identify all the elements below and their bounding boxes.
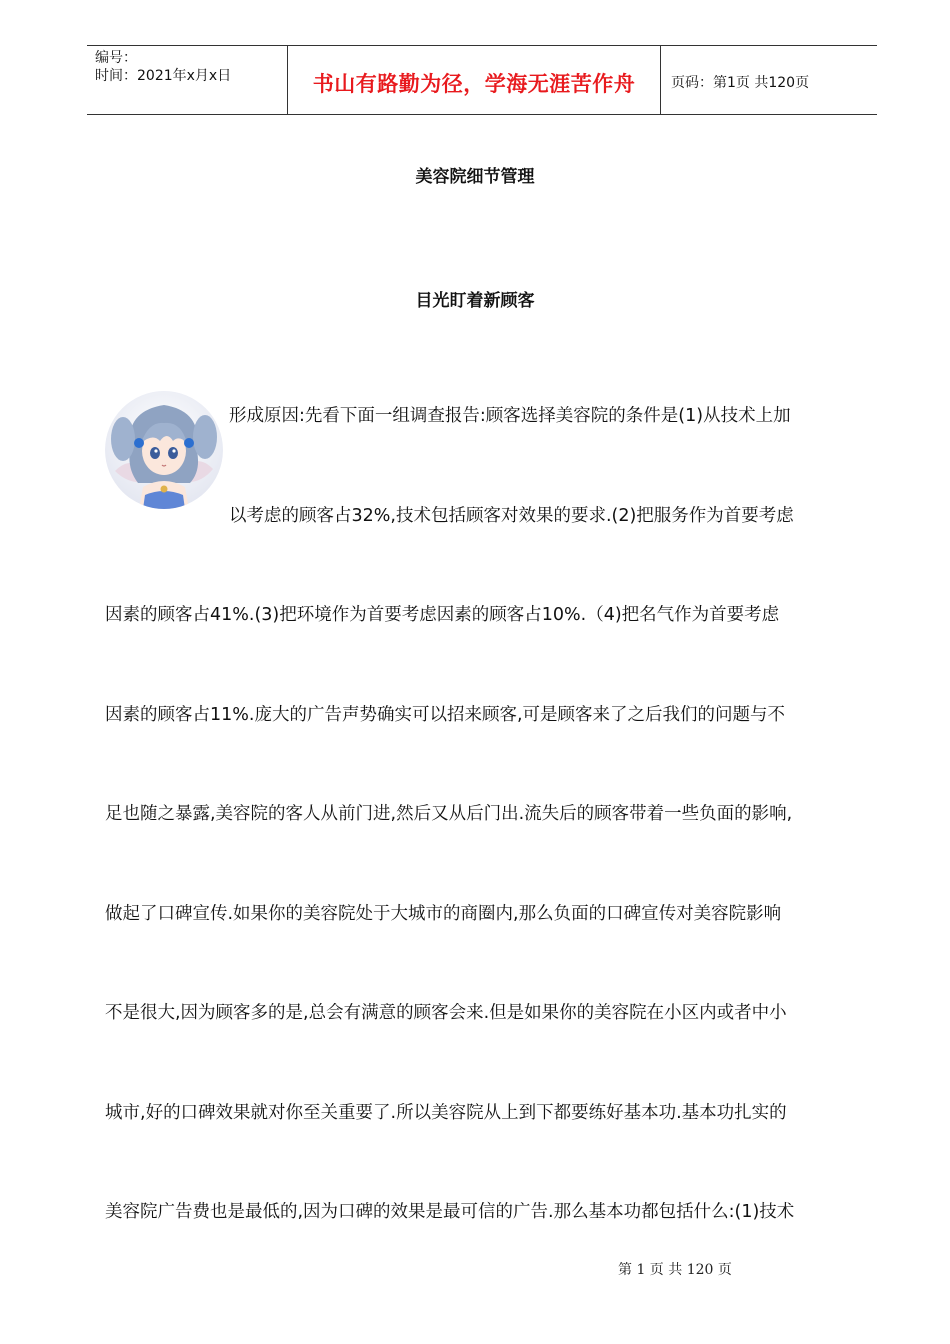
paragraph-line: 因素的顾客占11%.庞大的广告声势确实可以招来顾客,可是顾客来了之后我们的问题与不: [105, 705, 786, 725]
header-meta-cell: [87, 46, 288, 114]
paragraph-line: 因素的顾客占41%.(3)把环境作为首要考虑因素的顾客占10%.（4)把名气作为首要考虑: [105, 605, 780, 625]
paragraph-line: 美容院广告费也是最低的,因为口碑的效果是最可信的广告.那么基本功都包括什么:(1)技术: [105, 1202, 795, 1222]
paragraph-line: 以考虑的顾客占32%,技术包括顾客对效果的要求.(2)把服务作为首要考虑: [229, 506, 794, 526]
paragraph-line: 不是很大,因为顾客多的是,总会有满意的顾客会来.但是如果你的美容院在小区内或者中小: [105, 1003, 787, 1023]
section-title: 目光盯着新顾客: [415, 291, 535, 311]
number-label: 编号：: [95, 50, 137, 66]
time-label: 时间：2021年x月x日: [95, 68, 232, 84]
anime-girl-image: [105, 391, 223, 509]
motto: 书山有路勤为径，学海无涯苦作舟: [312, 71, 636, 96]
paragraph-line: 形成原因:先看下面一组调查报告:顾客选择美容院的条件是(1)从技术上加: [229, 406, 791, 426]
header-motto-cell: [288, 46, 661, 114]
paragraph-line: 城市,好的口碑效果就对你至关重要了.所以美容院从上到下都要练好基本功.基本功扎实的: [105, 1103, 787, 1123]
header-table: [87, 45, 877, 115]
anime-girl-icon: [105, 391, 223, 509]
document-title: 美容院细节管理: [415, 167, 535, 187]
paragraph-line: 做起了口碑宣传.如果你的美容院处于大城市的商圈内,那么负面的口碑宣传对美容院影响: [105, 904, 782, 924]
page-footer: 第 1 页 共 120 页: [618, 1262, 732, 1278]
page-info: 页码：第1页 共120页: [671, 75, 810, 91]
header-page-cell: [661, 46, 877, 114]
paragraph-line: 足也随之暴露,美容院的客人从前门进,然后又从后门出.流失后的顾客带着一些负面的影响,: [105, 804, 793, 824]
